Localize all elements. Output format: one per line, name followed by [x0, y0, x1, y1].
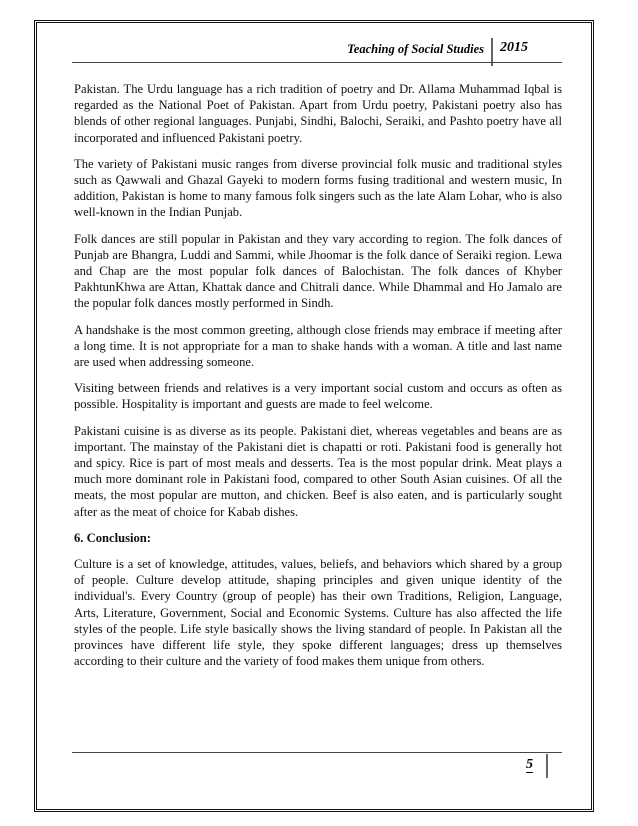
page-content	[74, 81, 562, 680]
page-number-separator	[546, 754, 548, 778]
section-heading: 6. Conclusion:	[74, 530, 151, 545]
header-rule	[72, 62, 562, 63]
footer-rule	[72, 752, 562, 753]
paragraph: Pakistan. The Urdu language has a rich tradition of poetry and Dr. Allama Muhammad Iqbal is regarded as the National Poet of Pakistan. Apart from Urdu poetry, Pakistani poetry also has blends of other regional languages. Punjabi, Sindhi, Balochi, Seraiki, and Pashto poetry have all incorporated and influenced Pakistani poetry.	[74, 82, 562, 145]
paragraph: The variety of Pakistani music ranges from diverse provincial folk music and traditional styles such as Qawwali and Ghazal Gayeki to modern forms fusing traditional and western music, In addition, Pakistan is home to many famous folk singers such as the late Alam Lohar, who is also well-known in the Indian Punjab.	[74, 156, 562, 220]
paragraph: A handshake is the most common greeting, although close friends may embrace if meeting after a long time. It is not appropriate for a man to shake hands with a woman. A title and last name are used when addressing someone.	[74, 322, 562, 370]
paragraph: Visiting between friends and relatives is a very important social custom and occurs as often as possible. Hospitality is important and guests are made to feel welcome.	[74, 381, 562, 412]
paragraph: Pakistani cuisine is as diverse as its people. Pakistani diet, whereas vegetables and beans are as important. The mainstay of the Pakistani diet is chapatti or roti. Pakistani food is generally hot and spicy. Rice is part of most meals and desserts. Tea is the most popular drink. Meat plays a much more dominant role in Pakistani food, compared to other South Asian cuisines. Of all the meats, the most popular are mutton, and chicken. Beef is also eaten, and is particularly sought after as the meat of choice for Kabab dishes.	[74, 423, 562, 519]
page-number: 5	[526, 757, 533, 772]
paragraph: Folk dances are still popular in Pakistan and they vary according to region. The folk dances of Punjab are Bhangra, Luddi and Sammi, while Jhoomar is the folk dance of Seraiki region. Lewa and Chap are the most popular folk dances of Balochistan. The folk dances of Khyber PakhtunKhwa are Attan, Khattak dance and Chitrali dance. While Dhammal and Ho Jamalo are the popular folk dances mostly performed in Sindh.	[74, 231, 562, 311]
conclusion-paragraph: Culture is a set of knowledge, attitudes, values, beliefs, and behaviors which shared by a group of people. Culture develop attitude, shaping principles and given unique identity of the individual's. Every Country (group of people) has their own Traditions, Religion, Language, Arts, Literature, Government, Social and Economic Systems. Culture has also affected the life styles of the people. Life style basically shows the living standard of people. In Pakistan all the provinces have different life style, they spoke different languages; dress up themselves according to their culture and the variety of food makes them unique from others.	[74, 557, 562, 669]
header-year: 2015	[500, 40, 528, 55]
header-title: Teaching of Social Studies	[347, 42, 484, 56]
page-header	[347, 38, 560, 64]
